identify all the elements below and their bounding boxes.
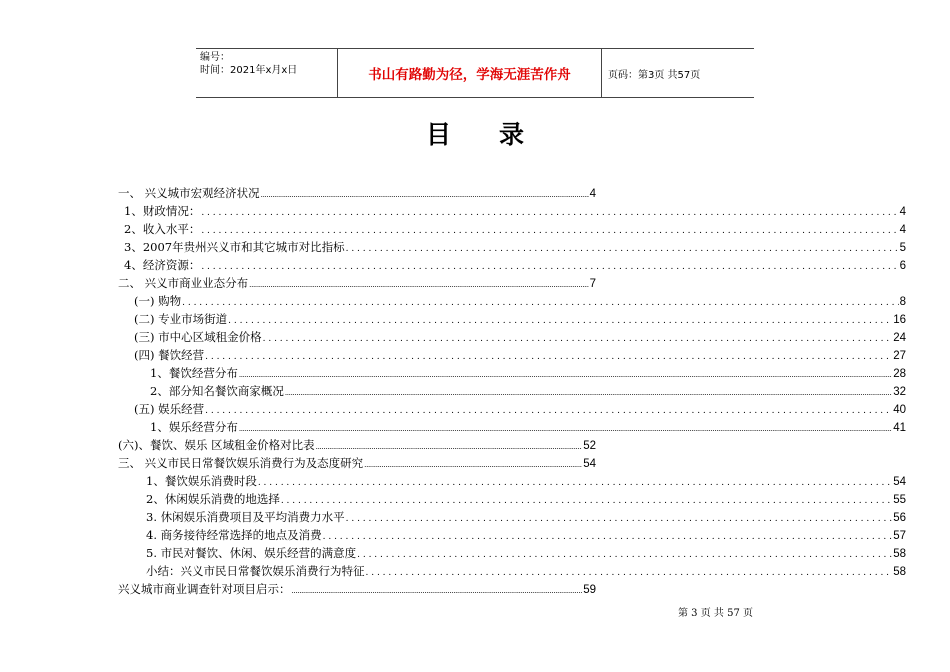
toc-leader-dots (201, 256, 898, 276)
toc-entry-label: 1、财政情况： (124, 204, 201, 218)
header-date-label: 时间：2021年x月x日 (200, 65, 298, 76)
toc-entry[interactable] (146, 526, 906, 544)
toc-entry-page: 32 (893, 386, 906, 398)
toc-leader-dots (285, 382, 892, 402)
toc-entry[interactable] (118, 580, 596, 598)
toc-leader-dots (316, 436, 583, 456)
toc-entry[interactable] (146, 490, 906, 508)
toc-entry[interactable] (146, 508, 906, 526)
toc-leader-dots (364, 454, 582, 474)
toc-leader-dots (292, 580, 583, 600)
toc-entry-label: 1、餐饮娱乐消费时段 (146, 474, 257, 488)
toc-entry-label: (三) 市中心区域租金价格 (134, 330, 262, 344)
toc-entry[interactable] (150, 418, 906, 436)
toc-entry-page: 57 (893, 530, 906, 542)
toc-entry-label: 5. 市民对餐饮、休闲、娱乐经营的满意度 (146, 546, 357, 560)
toc-entry-page: 56 (893, 512, 906, 524)
toc-entry-label: 一、 兴义城市宏观经济状况 (118, 186, 260, 200)
toc-entry-page: 8 (899, 296, 906, 308)
toc-leader-dots (228, 310, 892, 330)
toc-entry[interactable] (146, 544, 906, 562)
toc-entry[interactable] (118, 436, 596, 454)
toc-entry-label: 1、餐饮经营分布 (150, 366, 238, 380)
toc-leader-dots (205, 346, 892, 366)
toc-entry[interactable] (118, 274, 596, 292)
toc-entry-page: 55 (893, 494, 906, 506)
toc-entry-page: 54 (583, 458, 596, 470)
toc-entry-label: 2、休闲娱乐消费的地选择 (146, 492, 280, 506)
page-header (196, 48, 754, 98)
toc-entry-label: 2、部分知名餐饮商家概况 (150, 384, 284, 398)
toc-leader-dots (239, 418, 892, 438)
toc-entry[interactable] (134, 310, 906, 328)
toc-entry-label: (四) 餐饮经营 (134, 348, 205, 362)
toc-entry[interactable] (124, 238, 906, 256)
toc-entry[interactable] (118, 454, 596, 472)
toc-entry[interactable] (150, 364, 906, 382)
toc-entry-label: (六)、餐饮、娱乐 区域租金价格对比表 (118, 438, 315, 452)
toc-entry-page: 54 (893, 476, 906, 488)
toc-entry-page: 4 (899, 206, 906, 218)
toc-entry[interactable] (118, 184, 596, 202)
toc-leader-dots (281, 490, 892, 510)
toc-entry-page: 58 (893, 548, 906, 560)
toc-entry-label: (五) 娱乐经营 (134, 402, 205, 416)
toc-leader-dots (366, 562, 893, 582)
toc-entry-page: 4 (589, 188, 596, 200)
toc-entry-page: 4 (899, 224, 906, 236)
toc-entry-page: 6 (899, 260, 906, 272)
toc-leader-dots (261, 184, 589, 204)
toc-leader-dots (346, 508, 893, 528)
toc-leader-dots (239, 364, 892, 384)
toc-entry-page: 27 (893, 350, 906, 362)
toc-entry-label: 4、经济资源： (124, 258, 201, 272)
toc-leader-dots (201, 202, 898, 222)
header-motto: 书山有路勤为径，学海无涯苦作舟 (338, 49, 602, 97)
page-footer: 第 3 页 共 57 页 (678, 608, 753, 619)
toc-leader-dots (258, 472, 892, 492)
toc-entry-page: 24 (893, 332, 906, 344)
toc-leader-dots (205, 400, 892, 420)
toc-entry[interactable] (134, 292, 906, 310)
toc-entry-label: 4. 商务接待经常选择的地点及消费 (146, 528, 322, 542)
toc-entry-label: (二) 专业市场街道 (134, 312, 228, 326)
toc-entry-label: 小结：兴义市民日常餐饮娱乐消费行为特征 (146, 564, 365, 578)
header-page-info: 页码：第3页 共57页 (608, 69, 701, 81)
toc-leader-dots (201, 220, 898, 240)
toc-entry-label: (一) 购物 (134, 294, 182, 308)
toc-leader-dots (263, 328, 893, 348)
toc-entry-page: 28 (893, 368, 906, 380)
toc-entry-label: 3. 休闲娱乐消费项目及平均消费力水平 (146, 510, 345, 524)
toc-entry-label: 3、2007年贵州兴义市和其它城市对比指标 (124, 240, 345, 254)
toc-entry-page: 41 (893, 422, 906, 434)
toc-entry[interactable] (146, 562, 906, 580)
toc-entry[interactable] (146, 472, 906, 490)
toc-entry-page: 58 (893, 566, 906, 578)
toc-entry-page: 7 (589, 278, 596, 290)
toc-entry-page: 59 (583, 584, 596, 596)
toc-leader-dots (357, 544, 892, 564)
toc-entry-label: 二、 兴义市商业业态分布 (118, 276, 249, 290)
header-number-label: 编号： (200, 52, 230, 63)
toc-entry-page: 40 (893, 404, 906, 416)
toc-entry[interactable] (134, 328, 906, 346)
toc-leader-dots (249, 274, 588, 294)
toc-entry[interactable] (124, 220, 906, 238)
toc-leader-dots (323, 526, 893, 546)
toc-entry[interactable] (134, 346, 906, 364)
toc-entry-page: 16 (893, 314, 906, 326)
header-meta (196, 49, 338, 97)
toc-entry-page: 52 (583, 440, 596, 452)
page-title: 目录 (425, 120, 572, 149)
toc-entry[interactable] (134, 400, 906, 418)
toc-leader-dots (346, 238, 899, 258)
toc-entry-page: 5 (899, 242, 906, 254)
toc-leader-dots (182, 292, 898, 312)
toc-entry[interactable] (124, 256, 906, 274)
toc-entry-label: 兴义城市商业调查针对项目启示： (118, 582, 291, 596)
toc-entry[interactable] (150, 382, 906, 400)
toc-entry-label: 2、收入水平： (124, 222, 201, 236)
toc-entry[interactable] (124, 202, 906, 220)
toc-entry-label: 三、 兴义市民日常餐饮娱乐消费行为及态度研究 (118, 456, 364, 470)
toc-entry-label: 1、娱乐经营分布 (150, 420, 238, 434)
